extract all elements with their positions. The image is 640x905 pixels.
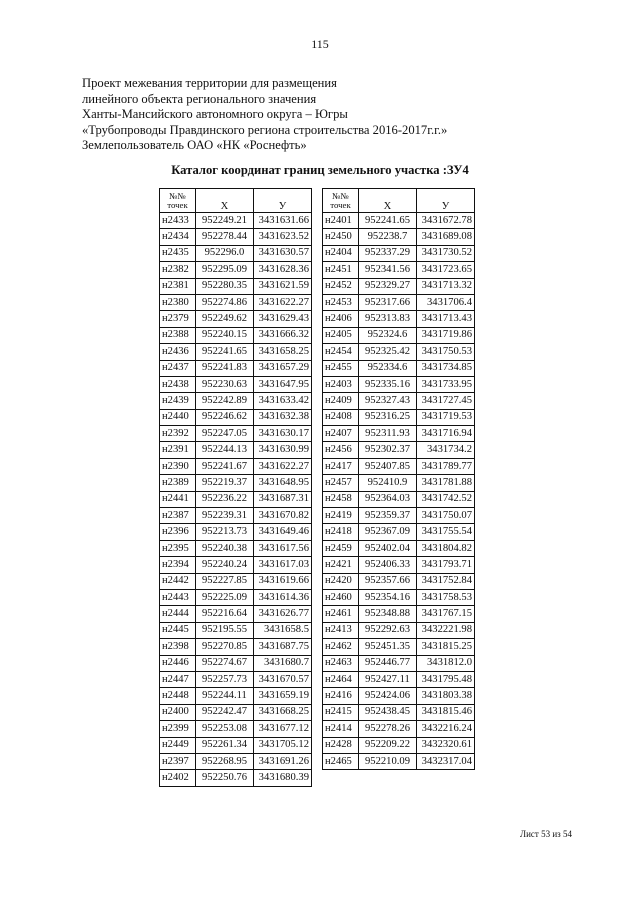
table-row [323, 229, 475, 245]
cell-x: 952216.64 [196, 606, 254, 622]
cell-y: 3431666.32 [254, 327, 312, 343]
cell-point-id: н2445 [160, 622, 196, 638]
cell-y: 3431614.36 [254, 589, 312, 605]
cell-point-id: н2442 [160, 573, 196, 589]
cell-y: 3431622.27 [254, 458, 312, 474]
header-line: Проект межевания территории для размещения [82, 76, 337, 90]
cell-point-id: н2449 [160, 737, 196, 753]
cell-y: 3431713.32 [417, 278, 475, 294]
table-row [323, 458, 475, 474]
cell-point-id: н2402 [160, 770, 196, 786]
cell-y: 3431670.57 [254, 671, 312, 687]
cell-x: 952239.31 [196, 508, 254, 524]
table-row [323, 213, 475, 229]
cell-point-id: н2455 [323, 360, 359, 376]
table-row [160, 262, 312, 278]
cell-x: 952410.9 [359, 475, 417, 491]
table-row [323, 753, 475, 769]
header-point-number [323, 189, 359, 213]
table-row [323, 294, 475, 310]
cell-y: 3431750.07 [417, 508, 475, 524]
cell-y: 3431649.46 [254, 524, 312, 540]
cell-y: 3431622.27 [254, 294, 312, 310]
cell-x: 952329.27 [359, 278, 417, 294]
cell-x: 952446.77 [359, 655, 417, 671]
cell-x: 952240.38 [196, 540, 254, 556]
table-row [160, 573, 312, 589]
cell-y: 3431691.26 [254, 753, 312, 769]
table-row [160, 606, 312, 622]
cell-x: 952209.22 [359, 737, 417, 753]
cell-x: 952249.62 [196, 311, 254, 327]
cell-point-id: н2381 [160, 278, 196, 294]
table-row [323, 573, 475, 589]
cell-point-id: н2418 [323, 524, 359, 540]
cell-point-id: н2395 [160, 540, 196, 556]
header-x: Х [359, 189, 417, 213]
cell-y: 3431795.48 [417, 671, 475, 687]
cell-x: 952236.22 [196, 491, 254, 507]
cell-y: 3431734.85 [417, 360, 475, 376]
cell-x: 952334.6 [359, 360, 417, 376]
table-row [323, 688, 475, 704]
cell-y: 3431815.25 [417, 639, 475, 655]
header-point-line2: точек [330, 199, 351, 210]
table-header-row [160, 189, 312, 213]
cell-y: 3431815.46 [417, 704, 475, 720]
table-row [323, 409, 475, 425]
table-row [160, 426, 312, 442]
cell-y: 3431803.38 [417, 688, 475, 704]
catalog-title: Каталог координат границ земельного участка :ЗУ4 [171, 163, 469, 177]
cell-y: 3431706.4 [417, 294, 475, 310]
table-row [160, 376, 312, 392]
cell-point-id: н2446 [160, 655, 196, 671]
cell-x: 952244.11 [196, 688, 254, 704]
coordinates-table-right [322, 188, 475, 770]
table-row [323, 655, 475, 671]
table-row [160, 753, 312, 769]
document-header [82, 76, 447, 154]
table-row [160, 655, 312, 671]
cell-point-id: н2428 [323, 737, 359, 753]
table-row [323, 311, 475, 327]
header-point-line1: №№ [169, 190, 186, 201]
cell-y: 3431723.65 [417, 262, 475, 278]
cell-point-id: н2452 [323, 278, 359, 294]
cell-y: 3431680.39 [254, 770, 312, 786]
cell-point-id: н2444 [160, 606, 196, 622]
cell-y: 3431633.42 [254, 393, 312, 409]
table-row [160, 294, 312, 310]
cell-point-id: н2379 [160, 311, 196, 327]
cell-point-id: н2465 [323, 753, 359, 769]
cell-y: 3431617.03 [254, 557, 312, 573]
table-row [160, 557, 312, 573]
cell-point-id: н2417 [323, 458, 359, 474]
cell-point-id: н2389 [160, 475, 196, 491]
cell-point-id: н2400 [160, 704, 196, 720]
table-row [160, 508, 312, 524]
table-row [323, 376, 475, 392]
cell-point-id: н2396 [160, 524, 196, 540]
cell-x: 952242.47 [196, 704, 254, 720]
table-row [323, 508, 475, 524]
cell-x: 952406.33 [359, 557, 417, 573]
cell-x: 952359.37 [359, 508, 417, 524]
table-row [323, 426, 475, 442]
cell-y: 3431658.5 [254, 622, 312, 638]
cell-point-id: н2382 [160, 262, 196, 278]
cell-y: 3431617.56 [254, 540, 312, 556]
cell-point-id: н2403 [323, 376, 359, 392]
table-row [323, 622, 475, 638]
table-row [323, 557, 475, 573]
cell-x: 952230.63 [196, 376, 254, 392]
cell-y: 3431716.94 [417, 426, 475, 442]
cell-x: 952324.6 [359, 327, 417, 343]
cell-point-id: н2460 [323, 589, 359, 605]
table-row [160, 409, 312, 425]
table-row [160, 671, 312, 687]
table-row [160, 327, 312, 343]
cell-point-id: н2434 [160, 229, 196, 245]
cell-y: 3431632.38 [254, 409, 312, 425]
cell-y: 3432320.61 [417, 737, 475, 753]
cell-x: 952270.85 [196, 639, 254, 655]
table-row [160, 458, 312, 474]
cell-point-id: н2387 [160, 508, 196, 524]
cell-x: 952327.43 [359, 393, 417, 409]
cell-point-id: н2450 [323, 229, 359, 245]
table-row [160, 639, 312, 655]
table-row [160, 311, 312, 327]
cell-point-id: н2462 [323, 639, 359, 655]
cell-x: 952341.56 [359, 262, 417, 278]
header-point-number [160, 189, 196, 213]
cell-x: 952257.73 [196, 671, 254, 687]
table-header-row [323, 189, 475, 213]
cell-point-id: н2415 [323, 704, 359, 720]
cell-point-id: н2380 [160, 294, 196, 310]
cell-x: 952274.86 [196, 294, 254, 310]
cell-y: 3431781.88 [417, 475, 475, 491]
cell-y: 3431657.29 [254, 360, 312, 376]
table-row [323, 360, 475, 376]
cell-y: 3431750.53 [417, 344, 475, 360]
cell-x: 952292.63 [359, 622, 417, 638]
cell-x: 952313.83 [359, 311, 417, 327]
table-row [160, 278, 312, 294]
cell-y: 3431623.52 [254, 229, 312, 245]
table-row [160, 229, 312, 245]
table-row [323, 671, 475, 687]
cell-point-id: н2419 [323, 508, 359, 524]
cell-y: 3431752.84 [417, 573, 475, 589]
cell-x: 952195.55 [196, 622, 254, 638]
cell-y: 3432221.98 [417, 622, 475, 638]
cell-y: 3431628.36 [254, 262, 312, 278]
header-y: У [417, 189, 475, 213]
cell-y: 3431767.15 [417, 606, 475, 622]
cell-y: 3431687.31 [254, 491, 312, 507]
table-row [160, 770, 312, 786]
cell-point-id: н2456 [323, 442, 359, 458]
cell-y: 3431647.95 [254, 376, 312, 392]
cell-x: 952238.7 [359, 229, 417, 245]
cell-x: 952364.03 [359, 491, 417, 507]
cell-point-id: н2405 [323, 327, 359, 343]
cell-x: 952337.29 [359, 245, 417, 261]
cell-y: 3431630.17 [254, 426, 312, 442]
cell-y: 3431727.45 [417, 393, 475, 409]
cell-point-id: н2413 [323, 622, 359, 638]
cell-point-id: н2394 [160, 557, 196, 573]
cell-x: 952225.09 [196, 589, 254, 605]
table-row [323, 737, 475, 753]
cell-y: 3431705.12 [254, 737, 312, 753]
table-row [160, 393, 312, 409]
cell-x: 952451.35 [359, 639, 417, 655]
cell-point-id: н2448 [160, 688, 196, 704]
cell-x: 952438.45 [359, 704, 417, 720]
page-number: 115 [311, 37, 329, 51]
table-row [160, 524, 312, 540]
cell-point-id: н2398 [160, 639, 196, 655]
cell-x: 952244.13 [196, 442, 254, 458]
header-x: Х [196, 189, 254, 213]
cell-y: 3431804.82 [417, 540, 475, 556]
table-row [323, 262, 475, 278]
cell-point-id: н2407 [323, 426, 359, 442]
cell-y: 3431733.95 [417, 376, 475, 392]
cell-x: 952325.42 [359, 344, 417, 360]
cell-x: 952240.24 [196, 557, 254, 573]
table-row [160, 475, 312, 491]
cell-y: 3431668.25 [254, 704, 312, 720]
table-row [160, 737, 312, 753]
cell-y: 3431680.7 [254, 655, 312, 671]
header-point-line2: точек [167, 199, 188, 210]
cell-point-id: н2401 [323, 213, 359, 229]
cell-x: 952240.15 [196, 327, 254, 343]
cell-x: 952311.93 [359, 426, 417, 442]
cell-x: 952296.0 [196, 245, 254, 261]
cell-x: 952241.65 [359, 213, 417, 229]
cell-y: 3431689.08 [417, 229, 475, 245]
cell-y: 3431793.71 [417, 557, 475, 573]
table-row [323, 327, 475, 343]
cell-x: 952241.67 [196, 458, 254, 474]
cell-y: 3431619.66 [254, 573, 312, 589]
cell-x: 952354.16 [359, 589, 417, 605]
cell-point-id: н2453 [323, 294, 359, 310]
cell-x: 952427.11 [359, 671, 417, 687]
cell-point-id: н2438 [160, 376, 196, 392]
table-row [323, 491, 475, 507]
cell-y: 3431621.59 [254, 278, 312, 294]
table-row [323, 442, 475, 458]
cell-x: 952278.26 [359, 721, 417, 737]
cell-point-id: н2388 [160, 327, 196, 343]
cell-x: 952219.37 [196, 475, 254, 491]
cell-point-id: н2437 [160, 360, 196, 376]
cell-y: 3431677.12 [254, 721, 312, 737]
cell-point-id: н2408 [323, 409, 359, 425]
header-line: Ханты-Мансийского автономного округа – Югры [82, 107, 348, 122]
cell-x: 952241.83 [196, 360, 254, 376]
cell-point-id: н2390 [160, 458, 196, 474]
cell-point-id: н2392 [160, 426, 196, 442]
table-row [323, 589, 475, 605]
cell-point-id: н2404 [323, 245, 359, 261]
cell-y: 3431658.25 [254, 344, 312, 360]
table-row [160, 540, 312, 556]
cell-point-id: н2454 [323, 344, 359, 360]
table-row [323, 540, 475, 556]
cell-x: 952316.25 [359, 409, 417, 425]
cell-y: 3431730.52 [417, 245, 475, 261]
cell-x: 952227.85 [196, 573, 254, 589]
table-row [160, 491, 312, 507]
table-row [160, 245, 312, 261]
cell-point-id: н2391 [160, 442, 196, 458]
cell-point-id: н2409 [323, 393, 359, 409]
cell-y: 3431758.53 [417, 589, 475, 605]
cell-y: 3431631.66 [254, 213, 312, 229]
table-row [323, 344, 475, 360]
cell-x: 952335.16 [359, 376, 417, 392]
table-row [160, 442, 312, 458]
cell-x: 952242.89 [196, 393, 254, 409]
cell-y: 3431659.19 [254, 688, 312, 704]
cell-x: 952402.04 [359, 540, 417, 556]
cell-y: 3431670.82 [254, 508, 312, 524]
table-row [160, 360, 312, 376]
cell-point-id: н2439 [160, 393, 196, 409]
cell-point-id: н2416 [323, 688, 359, 704]
cell-point-id: н2406 [323, 311, 359, 327]
header-point-line1: №№ [332, 190, 349, 201]
cell-point-id: н2459 [323, 540, 359, 556]
cell-x: 952247.05 [196, 426, 254, 442]
cell-x: 952246.62 [196, 409, 254, 425]
table-row [160, 721, 312, 737]
cell-x: 952280.35 [196, 278, 254, 294]
table-row [160, 589, 312, 605]
table-row [160, 704, 312, 720]
cell-y: 3432317.04 [417, 753, 475, 769]
cell-x: 952213.73 [196, 524, 254, 540]
cell-x: 952261.34 [196, 737, 254, 753]
cell-point-id: н2399 [160, 721, 196, 737]
cell-y: 3431742.52 [417, 491, 475, 507]
cell-y: 3431734.2 [417, 442, 475, 458]
table-row [323, 606, 475, 622]
cell-x: 952317.66 [359, 294, 417, 310]
cell-x: 952424.06 [359, 688, 417, 704]
cell-x: 952253.08 [196, 721, 254, 737]
table-row [323, 639, 475, 655]
cell-y: 3431812.0 [417, 655, 475, 671]
cell-y: 3431687.75 [254, 639, 312, 655]
cell-x: 952367.09 [359, 524, 417, 540]
cell-y: 3431630.99 [254, 442, 312, 458]
cell-point-id: н2458 [323, 491, 359, 507]
cell-point-id: н2457 [323, 475, 359, 491]
table-row [323, 524, 475, 540]
header-line: «Трубопроводы Правдинского региона строительства 2016-2017г.г.» [82, 122, 448, 137]
cell-point-id: н2463 [323, 655, 359, 671]
cell-y: 3431648.95 [254, 475, 312, 491]
cell-y: 3431719.86 [417, 327, 475, 343]
cell-x: 952407.85 [359, 458, 417, 474]
cell-point-id: н2435 [160, 245, 196, 261]
table-row [160, 213, 312, 229]
table-row [323, 704, 475, 720]
coordinates-table-left [159, 188, 312, 787]
cell-y: 3431789.77 [417, 458, 475, 474]
cell-y: 3431626.77 [254, 606, 312, 622]
cell-x: 952295.09 [196, 262, 254, 278]
cell-y: 3431713.43 [417, 311, 475, 327]
cell-point-id: н2447 [160, 671, 196, 687]
cell-point-id: н2451 [323, 262, 359, 278]
table-row [323, 721, 475, 737]
cell-point-id: н2436 [160, 344, 196, 360]
header-line: Землепользователь ОАО «НК «Роснефть» [82, 138, 307, 153]
cell-x: 952278.44 [196, 229, 254, 245]
cell-point-id: н2397 [160, 753, 196, 769]
cell-point-id: н2464 [323, 671, 359, 687]
table-row [160, 622, 312, 638]
cell-x: 952241.65 [196, 344, 254, 360]
cell-x: 952210.09 [359, 753, 417, 769]
cell-point-id: н2414 [323, 721, 359, 737]
cell-y: 3431629.43 [254, 311, 312, 327]
cell-x: 952268.95 [196, 753, 254, 769]
table-row [323, 278, 475, 294]
cell-point-id: н2441 [160, 491, 196, 507]
table-row [323, 475, 475, 491]
header-y: У [254, 189, 312, 213]
table-row [323, 393, 475, 409]
header-line: линейного объекта регионального значения [82, 91, 317, 106]
cell-point-id: н2440 [160, 409, 196, 425]
cell-x: 952348.88 [359, 606, 417, 622]
table-row [160, 688, 312, 704]
cell-x: 952249.21 [196, 213, 254, 229]
cell-x: 952250.76 [196, 770, 254, 786]
cell-y: 3431719.53 [417, 409, 475, 425]
cell-point-id: н2443 [160, 589, 196, 605]
cell-point-id: н2421 [323, 557, 359, 573]
cell-point-id: н2420 [323, 573, 359, 589]
cell-point-id: н2433 [160, 213, 196, 229]
cell-y: 3431630.57 [254, 245, 312, 261]
table-row [160, 344, 312, 360]
cell-y: 3432216.24 [417, 721, 475, 737]
cell-point-id: н2461 [323, 606, 359, 622]
sheet-label: Лист 53 из 54 [520, 829, 572, 839]
cell-x: 952357.66 [359, 573, 417, 589]
cell-x: 952274.67 [196, 655, 254, 671]
cell-y: 3431672.78 [417, 213, 475, 229]
cell-y: 3431755.54 [417, 524, 475, 540]
cell-x: 952302.37 [359, 442, 417, 458]
table-row [323, 245, 475, 261]
